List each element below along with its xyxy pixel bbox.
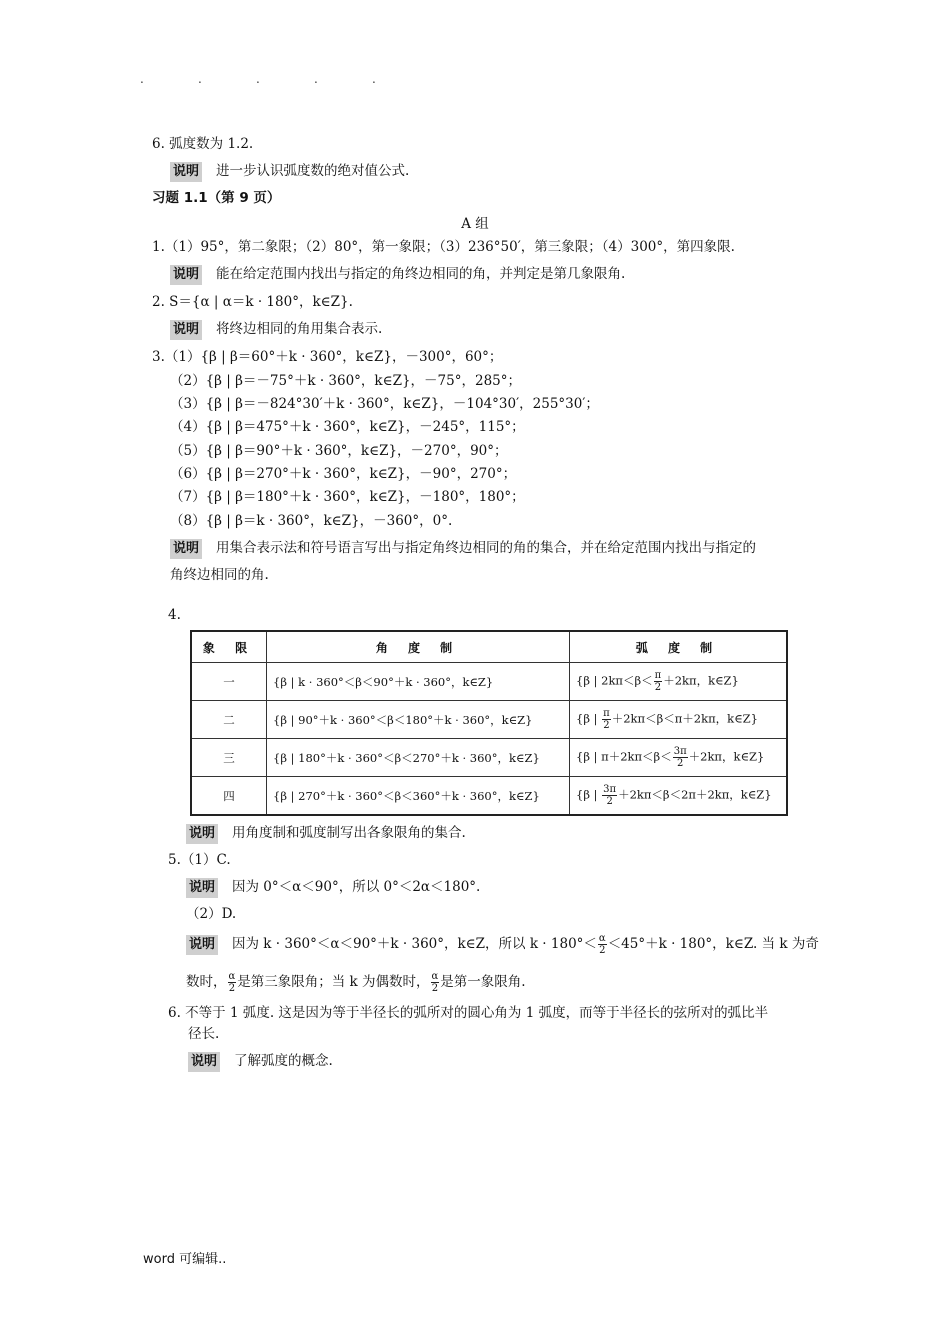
radian-suffix: ＋2kπ＜β＜π＋2kπ，k∈Z} bbox=[611, 711, 758, 726]
fraction bbox=[602, 784, 617, 807]
table-row bbox=[191, 777, 787, 816]
note-label: 说明 bbox=[170, 539, 202, 559]
q1-note bbox=[170, 264, 625, 285]
denominator: 2 bbox=[599, 945, 606, 956]
numerator: π bbox=[603, 708, 610, 719]
q3-line: （2）{β | β＝－75°＋k · 360°，k∈Z}，－75°，285°； bbox=[170, 373, 522, 389]
table-row bbox=[191, 701, 787, 739]
q6-answer: 6. 不等于 1 弧度. 这是因为等于半径长的弧所对的圆心角为 1 弧度，而等于半径长的弦所对的弧比半 bbox=[168, 1005, 769, 1021]
note-label: 说明 bbox=[188, 1052, 220, 1072]
numerator: π bbox=[654, 670, 662, 681]
q5-1-answer: 5.（1）C. bbox=[168, 852, 231, 868]
q2-answer: 2. S＝{α | α＝k · 180°，k∈Z}. bbox=[152, 294, 353, 310]
q4-note bbox=[186, 823, 466, 844]
q2-note bbox=[170, 319, 382, 340]
cell-degree: {β | 180°＋k · 360°＜β＜270°＋k · 360°，k∈Z} bbox=[267, 739, 570, 777]
radian-prefix: {β | bbox=[576, 787, 602, 802]
fraction bbox=[654, 670, 663, 693]
cell-radian bbox=[570, 701, 788, 739]
q3-note bbox=[170, 538, 756, 559]
q3-line: （8）{β | β＝k · 360°，k∈Z}，－360°，0°. bbox=[170, 513, 453, 529]
q3-line: （7）{β | β＝180°＋k · 360°，k∈Z}，－180°，180°； bbox=[170, 489, 525, 505]
fraction-alpha-half bbox=[431, 971, 440, 994]
cell-quadrant: 四 bbox=[191, 777, 267, 816]
dot: . bbox=[198, 72, 204, 86]
denominator: 2 bbox=[228, 983, 236, 994]
radian-prefix: {β | bbox=[576, 711, 602, 726]
q3-line: （3）{β | β＝－824°30′＋k · 360°，k∈Z}，－104°30′，255°30′； bbox=[170, 396, 599, 412]
numerator: 3π bbox=[673, 746, 687, 757]
note-label: 说明 bbox=[170, 265, 202, 285]
numerator: α bbox=[598, 933, 606, 944]
radian-prefix: {β | 2kπ＜β＜ bbox=[576, 673, 653, 688]
fraction bbox=[602, 708, 611, 731]
footer-text: word 可编辑.. bbox=[143, 1252, 227, 1267]
note-label: 说明 bbox=[170, 320, 202, 340]
denominator: 2 bbox=[603, 720, 610, 731]
table-row bbox=[191, 663, 787, 701]
cell-radian bbox=[570, 739, 788, 777]
note-text: 能在给定范围内找出与指定的角终边相同的角，并判定是第几象限角. bbox=[216, 266, 626, 282]
note-text: 将终边相同的角用集合表示. bbox=[216, 321, 383, 337]
note-text: 因为 k · 360°＜α＜90°＋k · 360°，k∈Z，所以 k · 180°＜ bbox=[232, 936, 597, 952]
note-text: 进一步认识弧度数的绝对值公式. bbox=[216, 163, 410, 179]
fraction-alpha-half bbox=[598, 933, 607, 956]
top-dots bbox=[140, 72, 430, 86]
cell-quadrant: 二 bbox=[191, 701, 267, 739]
note-text: 用集合表示法和符号语言写出与指定角终边相同的角的集合，并在给定范围内找出与指定的 bbox=[216, 540, 757, 556]
q3-line: （5）{β | β＝90°＋k · 360°，k∈Z}，－270°，90°； bbox=[170, 443, 508, 459]
numerator: α bbox=[228, 971, 236, 982]
q3-line: 3.（1）{β | β＝60°＋k · 360°，k∈Z}，－300°，60°； bbox=[152, 349, 503, 365]
radian-suffix: ＋2kπ，k∈Z} bbox=[688, 749, 765, 764]
q4-label: 4. bbox=[168, 607, 181, 623]
q5-1-note bbox=[186, 877, 480, 898]
denominator: 2 bbox=[654, 682, 662, 693]
note-label: 说明 bbox=[186, 878, 218, 898]
dot: . bbox=[140, 72, 146, 86]
numerator: 3π bbox=[603, 784, 617, 795]
note-label: 说明 bbox=[170, 162, 202, 182]
denominator: 2 bbox=[431, 983, 439, 994]
header-degree: 角 度 制 bbox=[267, 631, 570, 663]
section-title: 习题 1.1（第 9 页） bbox=[152, 190, 281, 206]
q5-2-answer: （2）D. bbox=[186, 906, 237, 922]
q1-answer: 1.（1）95°，第二象限；（2）80°，第一象限；（3）236°50′，第三象限；（4）300°，第四象限. bbox=[152, 239, 735, 255]
note-text: 用角度制和弧度制写出各象限角的集合. bbox=[232, 825, 466, 841]
cell-degree: {β | k · 360°＜β＜90°＋k · 360°，k∈Z} bbox=[267, 663, 570, 701]
cell-radian bbox=[570, 663, 788, 701]
quadrant-table bbox=[190, 630, 788, 816]
q6-note bbox=[188, 1051, 333, 1072]
item6-note bbox=[170, 161, 409, 182]
radian-suffix: ＋2kπ＜β＜2π＋2kπ，k∈Z} bbox=[618, 787, 772, 802]
note-label: 说明 bbox=[186, 824, 218, 844]
fraction-alpha-half bbox=[228, 971, 237, 994]
note-text: 了解弧度的概念. bbox=[234, 1053, 333, 1069]
note-text: 数时， bbox=[186, 974, 227, 990]
cell-quadrant: 一 bbox=[191, 663, 267, 701]
q3-line: （6）{β | β＝270°＋k · 360°，k∈Z}，－90°，270°； bbox=[170, 466, 517, 482]
group-title: A 组 bbox=[461, 216, 489, 232]
note-text: 因为 0°＜α＜90°，所以 0°＜2α＜180°. bbox=[232, 879, 481, 895]
denominator: 2 bbox=[606, 796, 613, 807]
q6-answer-cont: 径长. bbox=[188, 1026, 220, 1042]
cell-quadrant: 三 bbox=[191, 739, 267, 777]
fraction bbox=[673, 746, 688, 769]
dot: . bbox=[256, 72, 262, 86]
q5-2-note-cont bbox=[186, 971, 526, 994]
q5-2-note bbox=[186, 933, 819, 956]
radian-prefix: {β | π＋2kπ＜β＜ bbox=[576, 749, 672, 764]
q3-line: （4）{β | β＝475°＋k · 360°，k∈Z}，－245°，115°； bbox=[170, 419, 525, 435]
q3-note-cont: 角终边相同的角. bbox=[170, 567, 269, 583]
header-radian: 弧 度 制 bbox=[570, 631, 788, 663]
cell-radian bbox=[570, 777, 788, 816]
note-text: 是第三象限角；当 k 为偶数时， bbox=[237, 974, 430, 990]
numerator: α bbox=[431, 971, 439, 982]
cell-degree: {β | 90°＋k · 360°＜β＜180°＋k · 360°，k∈Z} bbox=[267, 701, 570, 739]
note-text: ＜45°＋k · 180°，k∈Z. 当 k 为奇 bbox=[607, 936, 819, 952]
table-header-row bbox=[191, 631, 787, 663]
radian-suffix: ＋2kπ，k∈Z} bbox=[663, 673, 739, 688]
dot: . bbox=[314, 72, 320, 86]
cell-degree: {β | 270°＋k · 360°＜β＜360°＋k · 360°，k∈Z} bbox=[267, 777, 570, 816]
dot: . bbox=[372, 72, 378, 86]
denominator: 2 bbox=[676, 758, 684, 769]
header-quadrant: 象 限 bbox=[191, 631, 267, 663]
note-label: 说明 bbox=[186, 935, 218, 955]
note-text: 是第一象限角. bbox=[440, 974, 526, 990]
item6-answer: 6. 弧度数为 1.2. bbox=[152, 136, 254, 152]
table-row bbox=[191, 739, 787, 777]
